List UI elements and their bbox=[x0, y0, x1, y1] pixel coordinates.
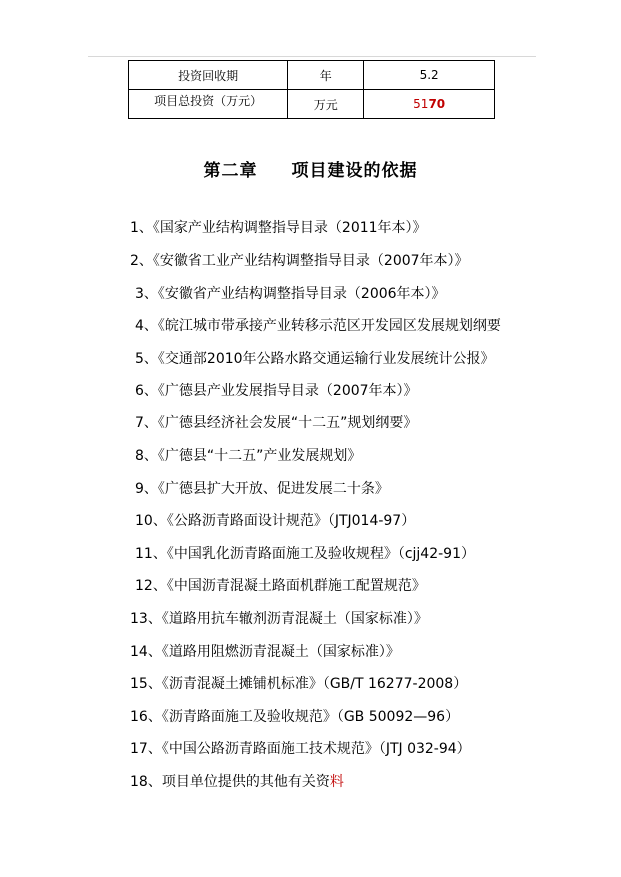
list-item: 3、《安徽省产业结构调整指导目录（2006年本）》 bbox=[135, 286, 446, 302]
list-item: 7、《广德县经济社会发展“十二五”规划纲要》 bbox=[135, 415, 418, 431]
chapter-title: 项目建设的依据 bbox=[291, 161, 418, 181]
row-value-prefix: 51 bbox=[413, 97, 429, 111]
list-item: 13、《道路用抗车辙剂沥青混凝土（国家标准）》 bbox=[130, 611, 428, 627]
list-item: 4、《皖江城市带承接产业转移示范区开发园区发展规划纲要 bbox=[135, 318, 501, 334]
row-value-suffix: 70 bbox=[428, 97, 446, 111]
list-item: 10、《公路沥青路面设计规范》（JTJ014-97） bbox=[135, 513, 416, 529]
row-value: 5.2 bbox=[364, 61, 495, 90]
row-label: 投资回收期 bbox=[129, 61, 288, 90]
chapter-number: 第二章 bbox=[203, 161, 258, 181]
row-label: 项目总投资（万元） bbox=[154, 93, 263, 108]
list-item-highlight: 料 bbox=[329, 774, 344, 790]
list-item: 17、《中国公路沥青路面施工技术规范》（JTJ 032-94） bbox=[130, 741, 471, 757]
list-item: 11、《中国乳化沥青路面施工及验收规程》（cjj42-91） bbox=[135, 546, 475, 562]
list-item: 9、《广德县扩大开放、促进发展二十条》 bbox=[135, 481, 389, 497]
list-item: 8、《广德县“十二五”产业发展规划》 bbox=[135, 448, 362, 464]
list-item: 1、《国家产业结构调整指导目录（2011年本）》 bbox=[130, 220, 427, 236]
row-unit: 万元 bbox=[288, 90, 364, 119]
list-item: 15、《沥青混凝土摊铺机标准》（GB/T 16277-2008） bbox=[130, 676, 468, 692]
list-item: 12、《中国沥青混凝土路面机群施工配置规范》 bbox=[135, 578, 426, 594]
list-item bbox=[130, 773, 344, 791]
list-item: 14、《道路用阻燃沥青混凝土（国家标准）》 bbox=[130, 644, 400, 660]
row-unit: 年 bbox=[288, 61, 364, 90]
list-item: 5、《交通部2010年公路水路交通运输行业发展统计公报》 bbox=[135, 351, 495, 367]
list-item: 6、《广德县产业发展指导目录（2007年本）》 bbox=[135, 383, 418, 399]
list-item-text: 18、项目单位提供的其他有关资 bbox=[130, 774, 330, 790]
list-item: 16、《沥青路面施工及验收规范》（GB 50092—96） bbox=[130, 709, 460, 725]
list-item: 2、《安徽省工业产业结构调整指导目录（2007年本）》 bbox=[130, 253, 469, 269]
